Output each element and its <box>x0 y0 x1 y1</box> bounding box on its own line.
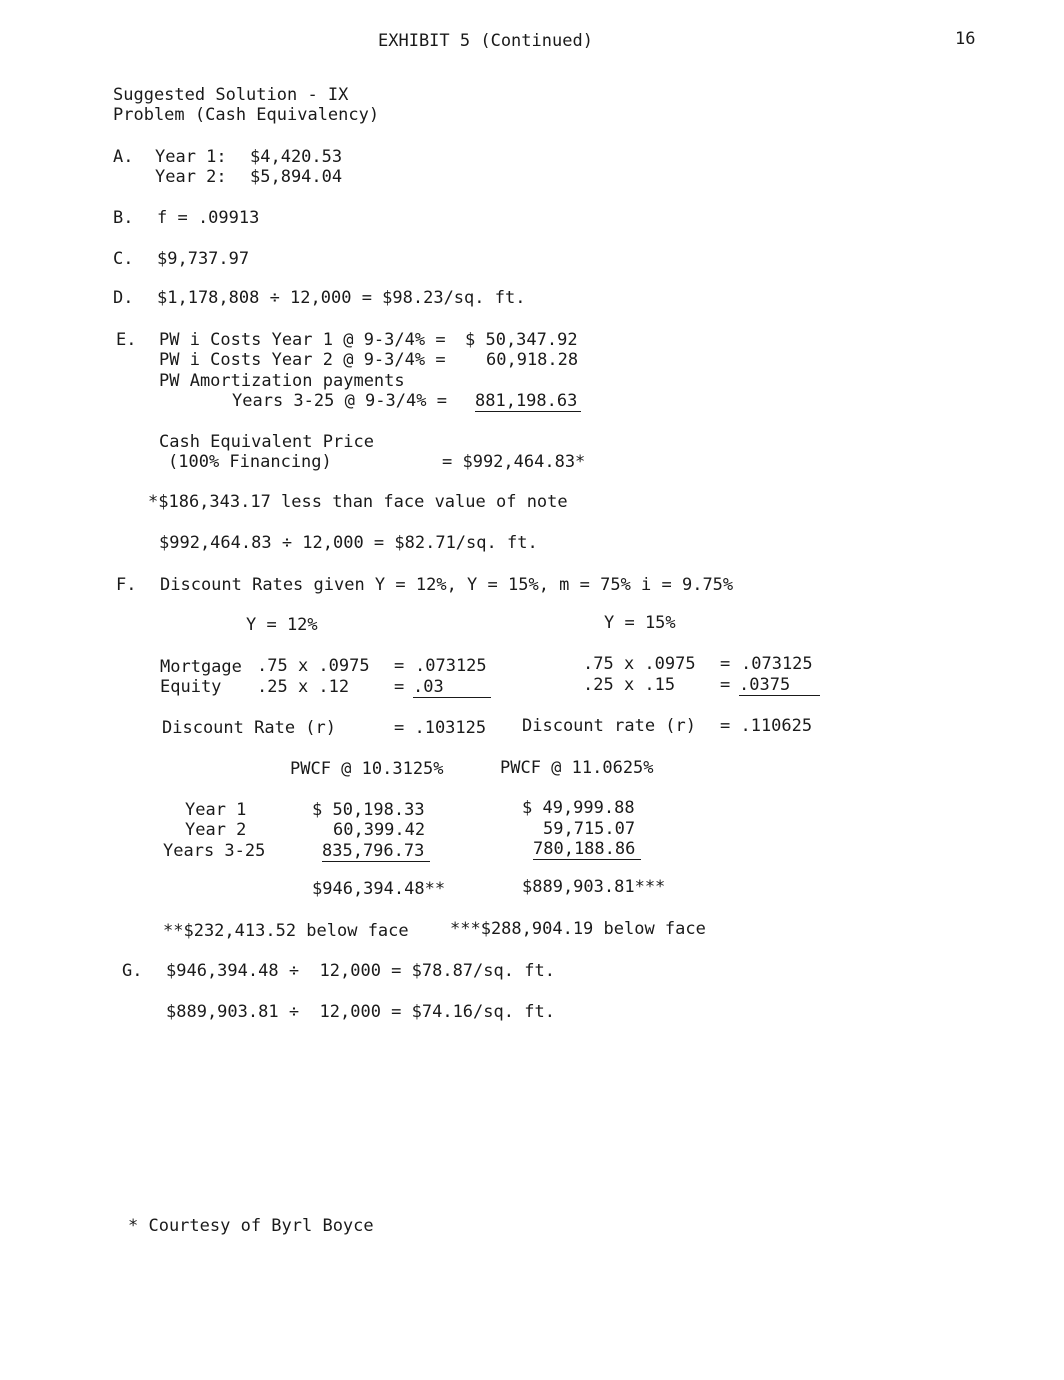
pwcf-row-value-1: 835,796.73 <box>322 841 430 862</box>
mortgage-15-value: .073125 <box>741 654 813 674</box>
pwcf-total-2: $889,903.81*** <box>522 877 666 897</box>
equity-label: Equity <box>160 677 222 697</box>
section-e-per-sqft: $992,464.83 ÷ 12,000 = $82.71/sq. ft. <box>159 533 538 553</box>
discount-rate-15-label: Discount rate (r) <box>522 716 696 736</box>
section-e-label: E. <box>116 330 137 350</box>
equity-15-calc: .25 x .15 <box>583 675 676 695</box>
section-a-year2-label: Year 2: <box>155 167 227 187</box>
cash-equivalent-label: Cash Equivalent Price <box>159 432 374 452</box>
pwcf-row-value-2: $ 49,999.88 <box>522 798 635 818</box>
section-e-line1-label: PW i Costs Year 1 @ 9-3/4% = <box>159 330 446 350</box>
discount-rate-12-value: = .103125 <box>394 718 487 738</box>
pwcf-row-value-2: 59,715.07 <box>543 819 636 839</box>
section-b-label: B. <box>113 208 134 228</box>
equity-15-eq: = <box>720 675 731 695</box>
intro-line-1: Suggested Solution - IX <box>113 85 349 105</box>
mortgage-12-calc: .75 x .0975 <box>257 656 370 676</box>
y15-heading: Y = 15% <box>604 613 676 633</box>
pwcf-row-value-1: $ 50,198.33 <box>312 800 425 820</box>
mortgage-15-eq: = <box>720 654 731 674</box>
section-a-year2-value: $5,894.04 <box>250 167 343 187</box>
section-g-line-2: $889,903.81 ÷ 12,000 = $74.16/sq. ft. <box>166 1002 555 1022</box>
section-a-label: A. <box>113 147 134 167</box>
equity-15-value: .0375 <box>739 675 820 696</box>
courtesy-credit: * Courtesy of Byrl Boyce <box>128 1216 374 1236</box>
cash-equivalent-value: = $992,464.83* <box>442 452 586 472</box>
section-e-line1-value: $ 50,347.92 <box>465 330 578 350</box>
pwcf-row-label: Year 1 <box>185 800 247 820</box>
section-e-line2-value: 60,918.28 <box>486 350 579 370</box>
intro-line-2: Problem (Cash Equivalency) <box>113 105 380 125</box>
equity-12-value: .03 <box>413 677 491 698</box>
section-a-year1-label: Year 1: <box>155 147 227 167</box>
section-e-line4-label: Years 3-25 @ 9-3/4% = <box>232 391 447 411</box>
section-b-text: f = .09913 <box>157 208 260 228</box>
pwcf-row-label: Years 3-25 <box>163 841 266 861</box>
section-e-line2-label: PW i Costs Year 2 @ 9-3/4% = <box>159 350 446 370</box>
equity-12-eq: = <box>394 677 405 697</box>
mortgage-12-eq: = <box>394 656 405 676</box>
section-a-year1-value: $4,420.53 <box>250 147 343 167</box>
discount-rate-15-value: = .110625 <box>720 716 813 736</box>
section-e-line4-value: 881,198.63 <box>475 391 581 412</box>
pwcf-total-1: $946,394.48** <box>312 879 446 899</box>
pwcf-1-heading: PWCF @ 10.3125% <box>290 759 444 779</box>
section-d-label: D. <box>113 288 134 308</box>
y12-heading: Y = 12% <box>246 615 318 635</box>
financing-label: (100% Financing) <box>168 452 332 472</box>
pwcf-row-value-2: 780,188.86 <box>533 839 641 860</box>
section-g-line-1: $946,394.48 ÷ 12,000 = $78.87/sq. ft. <box>166 961 555 981</box>
section-d-text: $1,178,808 ÷ 12,000 = $98.23/sq. ft. <box>157 288 526 308</box>
discount-rate-12-label: Discount Rate (r) <box>162 718 336 738</box>
pwcf-2-heading: PWCF @ 11.0625% <box>500 758 654 778</box>
section-f-title: Discount Rates given Y = 12%, Y = 15%, m = 75% i = 9.75% <box>160 575 734 595</box>
section-g-label: G. <box>122 961 143 981</box>
exhibit-title: EXHIBIT 5 (Continued) <box>378 31 593 51</box>
below-face-note-1: **$232,413.52 below face <box>163 921 409 941</box>
below-face-note-2: ***$288,904.19 below face <box>450 919 706 939</box>
page-number: 16 <box>955 29 976 49</box>
equity-12-calc: .25 x .12 <box>257 677 350 697</box>
section-e-footnote: *$186,343.17 less than face value of note <box>148 492 568 512</box>
section-e-line3: PW Amortization payments <box>159 371 405 391</box>
mortgage-15-calc: .75 x .0975 <box>583 654 696 674</box>
section-f-label: F. <box>116 575 137 595</box>
pwcf-row-label: Year 2 <box>185 820 247 840</box>
mortgage-label: Mortgage <box>160 657 242 677</box>
section-c-label: C. <box>113 249 134 269</box>
section-c-text: $9,737.97 <box>157 249 250 269</box>
pwcf-row-value-1: 60,399.42 <box>333 820 426 840</box>
mortgage-12-value: .073125 <box>415 656 487 676</box>
